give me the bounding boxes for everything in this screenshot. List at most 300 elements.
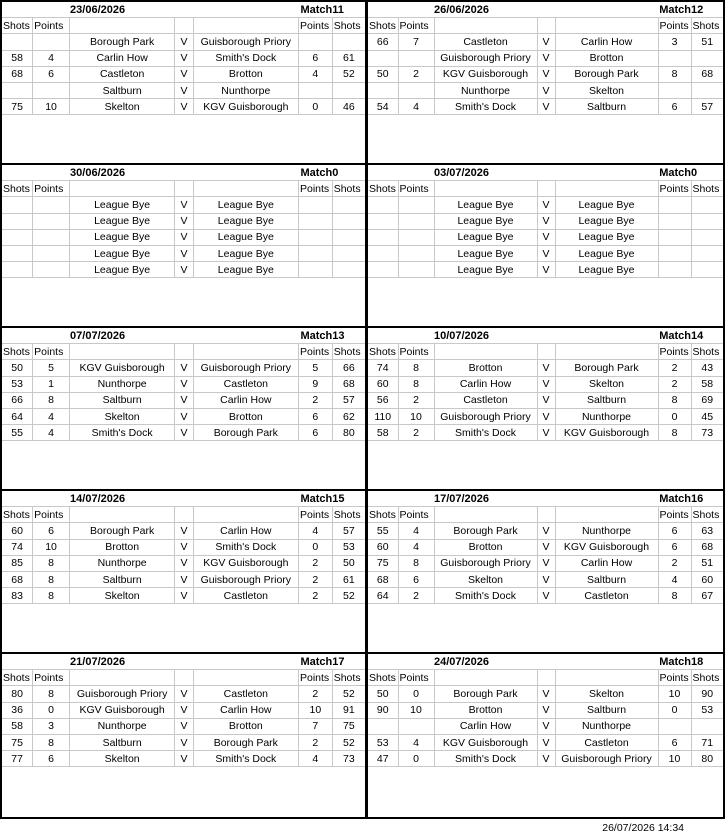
away-points: 4: [298, 66, 332, 82]
fixture-header-row: [2, 2, 365, 18]
away-points: 5: [298, 360, 332, 376]
away-points-label: Points: [298, 344, 332, 360]
away-shots: 68: [691, 66, 723, 82]
versus-marker: V: [537, 82, 555, 98]
blank-cell: [555, 507, 658, 523]
home-points: [33, 34, 70, 50]
away-shots-label: Shots: [691, 344, 723, 360]
home-team: League Bye: [434, 262, 537, 278]
home-shots-label: Shots: [2, 344, 33, 360]
away-shots: [691, 229, 723, 245]
away-points: 4: [658, 571, 691, 587]
home-team: League Bye: [434, 213, 537, 229]
fixture-date: 10/07/2026: [433, 329, 490, 342]
game-row: [368, 99, 723, 115]
home-points: [398, 229, 434, 245]
versus-marker: V: [537, 66, 555, 82]
home-team: Nunthorpe: [69, 718, 174, 734]
home-team: Castleton: [434, 34, 537, 50]
game-row: [368, 82, 723, 98]
away-team: League Bye: [193, 262, 298, 278]
away-team: Brotton: [193, 408, 298, 424]
game-row: [368, 686, 723, 702]
fixture-table: [2, 654, 365, 767]
game-row: [368, 425, 723, 441]
away-team: Guisborough Priory: [193, 571, 298, 587]
away-points: [658, 718, 691, 734]
away-team: Carlin How: [555, 34, 658, 50]
game-row: [2, 718, 365, 734]
home-team: Carlin How: [434, 718, 537, 734]
home-points: 0: [398, 686, 434, 702]
away-points: [298, 245, 332, 261]
game-row: [368, 197, 723, 213]
away-team: Castleton: [193, 588, 298, 604]
home-team: Saltburn: [69, 734, 174, 750]
home-team: Smith's Dock: [69, 425, 174, 441]
home-points: 6: [33, 523, 70, 539]
away-shots: 52: [332, 588, 365, 604]
home-shots: [368, 197, 398, 213]
home-points-label: Points: [33, 181, 70, 197]
home-points-label: Points: [398, 344, 434, 360]
home-points-label: Points: [33, 344, 70, 360]
away-points-label: Points: [298, 18, 332, 34]
home-points: [33, 262, 70, 278]
home-shots-label: Shots: [368, 670, 398, 686]
game-row: [368, 376, 723, 392]
home-points: 2: [398, 588, 434, 604]
home-shots: 58: [368, 425, 398, 441]
home-shots: 50: [2, 360, 33, 376]
blank-cell: [537, 181, 555, 197]
home-team: League Bye: [434, 245, 537, 261]
away-shots: [691, 718, 723, 734]
away-shots: [691, 197, 723, 213]
away-shots-label: Shots: [691, 670, 723, 686]
versus-marker: V: [175, 686, 193, 702]
home-shots: 83: [2, 588, 33, 604]
away-points: 2: [298, 588, 332, 604]
away-team: KGV Guisborough: [555, 425, 658, 441]
blank-cell: [537, 344, 555, 360]
home-shots: 53: [368, 734, 398, 750]
home-points-label: Points: [398, 181, 434, 197]
game-row: [2, 66, 365, 82]
column-labels-row: [2, 344, 365, 360]
home-shots: 50: [368, 686, 398, 702]
away-team: Brotton: [555, 50, 658, 66]
away-shots: 52: [332, 66, 365, 82]
home-team: League Bye: [434, 197, 537, 213]
blank-cell: [69, 670, 174, 686]
fixture-card: [0, 652, 367, 819]
game-row: [2, 99, 365, 115]
home-team: Smith's Dock: [434, 588, 537, 604]
away-points: 10: [658, 751, 691, 767]
home-team: Castleton: [434, 392, 537, 408]
away-shots: 73: [691, 425, 723, 441]
fixture-card: [366, 326, 725, 491]
home-team: Saltburn: [69, 392, 174, 408]
home-points: 8: [33, 588, 70, 604]
away-team: Borough Park: [555, 66, 658, 82]
versus-marker: V: [175, 50, 193, 66]
away-points: 6: [658, 734, 691, 750]
home-shots: 66: [2, 392, 33, 408]
home-team: Guisborough Priory: [69, 686, 174, 702]
home-points: 0: [398, 751, 434, 767]
game-row: [368, 229, 723, 245]
away-team: League Bye: [555, 229, 658, 245]
home-points: [398, 213, 434, 229]
away-shots: 45: [691, 408, 723, 424]
match-label: Match: [300, 655, 333, 668]
column-labels-row: [368, 18, 723, 34]
home-shots: 60: [2, 523, 33, 539]
home-points: [33, 82, 70, 98]
away-points: [298, 229, 332, 245]
away-team: Brotton: [193, 66, 298, 82]
away-shots-label: Shots: [332, 670, 365, 686]
home-shots: 55: [2, 425, 33, 441]
fixture-header-row: [2, 328, 365, 344]
versus-marker: V: [175, 734, 193, 750]
fixture-header-row: [2, 654, 365, 670]
away-shots-label: Shots: [332, 18, 365, 34]
match-number: 18: [691, 655, 704, 668]
away-points: 6: [658, 539, 691, 555]
home-shots: 60: [368, 376, 398, 392]
game-row: [2, 213, 365, 229]
home-team: KGV Guisborough: [69, 360, 174, 376]
versus-marker: V: [537, 229, 555, 245]
home-team: League Bye: [69, 229, 174, 245]
away-shots: 90: [691, 686, 723, 702]
column-labels-row: [2, 670, 365, 686]
away-points: 0: [658, 408, 691, 424]
away-points-label: Points: [298, 507, 332, 523]
versus-marker: V: [537, 555, 555, 571]
home-shots: 74: [2, 539, 33, 555]
home-shots: [2, 245, 33, 261]
away-team: Castleton: [193, 686, 298, 702]
away-points: 0: [298, 99, 332, 115]
away-points-label: Points: [658, 344, 691, 360]
away-shots: [691, 82, 723, 98]
game-row: [2, 197, 365, 213]
away-team: League Bye: [193, 229, 298, 245]
home-shots: 64: [368, 588, 398, 604]
home-shots: 68: [368, 571, 398, 587]
versus-marker: V: [175, 34, 193, 50]
away-points: 2: [298, 686, 332, 702]
home-shots: [368, 229, 398, 245]
away-team: Nunthorpe: [555, 718, 658, 734]
away-team: Castleton: [555, 588, 658, 604]
home-shots: 36: [2, 702, 33, 718]
away-points-label: Points: [658, 507, 691, 523]
game-row: [2, 360, 365, 376]
home-points: [398, 718, 434, 734]
away-points: 0: [298, 539, 332, 555]
match-label: Match: [659, 166, 691, 179]
versus-marker: V: [537, 392, 555, 408]
home-points: [33, 197, 70, 213]
home-shots-label: Shots: [368, 507, 398, 523]
game-row: [2, 229, 365, 245]
fixture-table: [2, 2, 365, 115]
versus-marker: V: [537, 686, 555, 702]
away-points: 2: [658, 360, 691, 376]
fixture-card: [0, 0, 367, 165]
away-team: Smith's Dock: [193, 50, 298, 66]
home-points: 4: [33, 408, 70, 424]
game-row: [2, 588, 365, 604]
home-points-label: Points: [398, 18, 434, 34]
fixture-card: [0, 326, 367, 491]
home-points: 8: [33, 555, 70, 571]
home-team: Nunthorpe: [69, 376, 174, 392]
away-team: League Bye: [555, 245, 658, 261]
away-shots: 68: [332, 376, 365, 392]
away-team: League Bye: [193, 213, 298, 229]
away-team: League Bye: [193, 245, 298, 261]
home-points: 10: [33, 99, 70, 115]
home-shots: 75: [368, 555, 398, 571]
home-shots: 75: [2, 99, 33, 115]
game-row: [2, 408, 365, 424]
match-label: Match: [300, 329, 333, 342]
home-points: 6: [33, 66, 70, 82]
home-team: KGV Guisborough: [69, 702, 174, 718]
away-shots: 69: [691, 392, 723, 408]
away-shots: [332, 229, 365, 245]
versus-marker: V: [537, 408, 555, 424]
blank-cell: [434, 18, 537, 34]
game-row: [368, 262, 723, 278]
away-shots: 57: [332, 523, 365, 539]
blank-cell: [555, 181, 658, 197]
home-points: [33, 245, 70, 261]
away-shots: 91: [332, 702, 365, 718]
away-points: 2: [658, 376, 691, 392]
home-shots: [368, 262, 398, 278]
versus-marker: V: [175, 539, 193, 555]
blank-cell: [434, 181, 537, 197]
game-row: [2, 50, 365, 66]
blank-cell: [537, 18, 555, 34]
blank-cell: [434, 507, 537, 523]
match-label: Match: [659, 3, 691, 16]
away-points: [298, 34, 332, 50]
away-points-label: Points: [658, 18, 691, 34]
home-team: Guisborough Priory: [434, 408, 537, 424]
away-points: 3: [658, 34, 691, 50]
match-number: 17: [332, 655, 345, 668]
fixture-date: 03/07/2026: [433, 166, 490, 179]
game-row: [368, 392, 723, 408]
home-points: 3: [33, 718, 70, 734]
versus-marker: V: [537, 50, 555, 66]
away-shots: 75: [332, 718, 365, 734]
game-row: [368, 734, 723, 750]
away-shots: 61: [332, 571, 365, 587]
home-team: Brotton: [69, 539, 174, 555]
home-team: KGV Guisborough: [434, 66, 537, 82]
home-shots: 68: [2, 66, 33, 82]
fixture-header-row: [368, 654, 723, 670]
away-shots-label: Shots: [691, 18, 723, 34]
home-team: Castleton: [69, 66, 174, 82]
away-shots-label: Shots: [691, 181, 723, 197]
blank-cell: [175, 507, 193, 523]
home-shots: 47: [368, 751, 398, 767]
blank-cell: [434, 670, 537, 686]
versus-marker: V: [537, 34, 555, 50]
away-team: Borough Park: [555, 360, 658, 376]
away-team: Skelton: [555, 82, 658, 98]
home-shots: 55: [368, 523, 398, 539]
game-row: [2, 523, 365, 539]
home-points: [33, 213, 70, 229]
blank-cell: [175, 344, 193, 360]
versus-marker: V: [537, 425, 555, 441]
away-points-label: Points: [298, 670, 332, 686]
away-team: League Bye: [555, 213, 658, 229]
home-shots: 58: [2, 718, 33, 734]
away-shots: [332, 82, 365, 98]
away-shots: [691, 245, 723, 261]
home-team: Brotton: [434, 702, 537, 718]
away-points: 2: [298, 392, 332, 408]
away-points: 6: [298, 50, 332, 66]
home-points: 10: [398, 408, 434, 424]
away-shots: 51: [691, 555, 723, 571]
away-team: Nunthorpe: [193, 82, 298, 98]
versus-marker: V: [537, 99, 555, 115]
fixture-table: [368, 2, 723, 115]
home-shots: 64: [2, 408, 33, 424]
away-shots: 66: [332, 360, 365, 376]
away-points: [658, 229, 691, 245]
away-points: 2: [298, 555, 332, 571]
fixture-table: [2, 491, 365, 604]
versus-marker: V: [175, 376, 193, 392]
away-team: Saltburn: [555, 702, 658, 718]
home-points: 8: [33, 571, 70, 587]
fixture-table: [2, 165, 365, 278]
home-points: 8: [33, 686, 70, 702]
away-team: Nunthorpe: [555, 408, 658, 424]
home-points: 8: [33, 734, 70, 750]
home-team: Borough Park: [69, 523, 174, 539]
match-label: Match: [659, 655, 691, 668]
blank-cell: [193, 18, 298, 34]
away-points: 9: [298, 376, 332, 392]
away-team: League Bye: [555, 197, 658, 213]
away-team: Guisborough Priory: [193, 360, 298, 376]
versus-marker: V: [175, 588, 193, 604]
game-row: [368, 588, 723, 604]
game-row: [368, 539, 723, 555]
away-points: 0: [658, 702, 691, 718]
away-points: 2: [658, 555, 691, 571]
away-points: 10: [658, 686, 691, 702]
column-labels-row: [2, 507, 365, 523]
home-team: Smith's Dock: [434, 751, 537, 767]
home-points-label: Points: [398, 507, 434, 523]
game-row: [2, 539, 365, 555]
home-shots: 77: [2, 751, 33, 767]
away-shots: [691, 50, 723, 66]
game-row: [368, 718, 723, 734]
game-row: [2, 245, 365, 261]
away-shots: 52: [332, 686, 365, 702]
home-shots: [2, 34, 33, 50]
blank-cell: [555, 670, 658, 686]
home-points: [398, 262, 434, 278]
away-shots: 62: [332, 408, 365, 424]
fixture-header-row: [368, 165, 723, 181]
away-team: Carlin How: [193, 392, 298, 408]
home-team: Guisborough Priory: [434, 50, 537, 66]
away-points: [298, 213, 332, 229]
home-team: Smith's Dock: [434, 425, 537, 441]
game-row: [2, 702, 365, 718]
home-team: League Bye: [69, 213, 174, 229]
column-labels-row: [2, 181, 365, 197]
home-shots: 58: [2, 50, 33, 66]
away-shots: 52: [332, 734, 365, 750]
match-number: 14: [691, 329, 704, 342]
home-shots-label: Shots: [2, 670, 33, 686]
game-row: [368, 34, 723, 50]
away-team: KGV Guisborough: [193, 555, 298, 571]
home-shots-label: Shots: [2, 18, 33, 34]
game-row: [2, 392, 365, 408]
home-points: 2: [398, 66, 434, 82]
versus-marker: V: [175, 408, 193, 424]
home-points: 4: [33, 50, 70, 66]
home-shots: 68: [2, 571, 33, 587]
away-shots: [691, 213, 723, 229]
away-points: [658, 245, 691, 261]
away-points: [658, 197, 691, 213]
away-shots: 63: [691, 523, 723, 539]
home-team: Brotton: [434, 360, 537, 376]
fixture-card: [0, 489, 367, 654]
away-team: Brotton: [193, 718, 298, 734]
fixture-table: [2, 328, 365, 441]
match-number: 12: [691, 3, 704, 16]
blank-cell: [193, 670, 298, 686]
away-team: Smith's Dock: [193, 539, 298, 555]
home-team: Nunthorpe: [434, 82, 537, 98]
home-shots: [368, 213, 398, 229]
away-points: [298, 197, 332, 213]
fixture-header-row: [368, 491, 723, 507]
blank-cell: [69, 18, 174, 34]
home-points: 4: [398, 539, 434, 555]
match-label: Match: [659, 492, 691, 505]
match-number: 13: [332, 329, 345, 342]
fixture-card: [0, 163, 367, 328]
away-shots: 53: [332, 539, 365, 555]
versus-marker: V: [537, 523, 555, 539]
blank-cell: [193, 344, 298, 360]
away-team: Borough Park: [193, 425, 298, 441]
